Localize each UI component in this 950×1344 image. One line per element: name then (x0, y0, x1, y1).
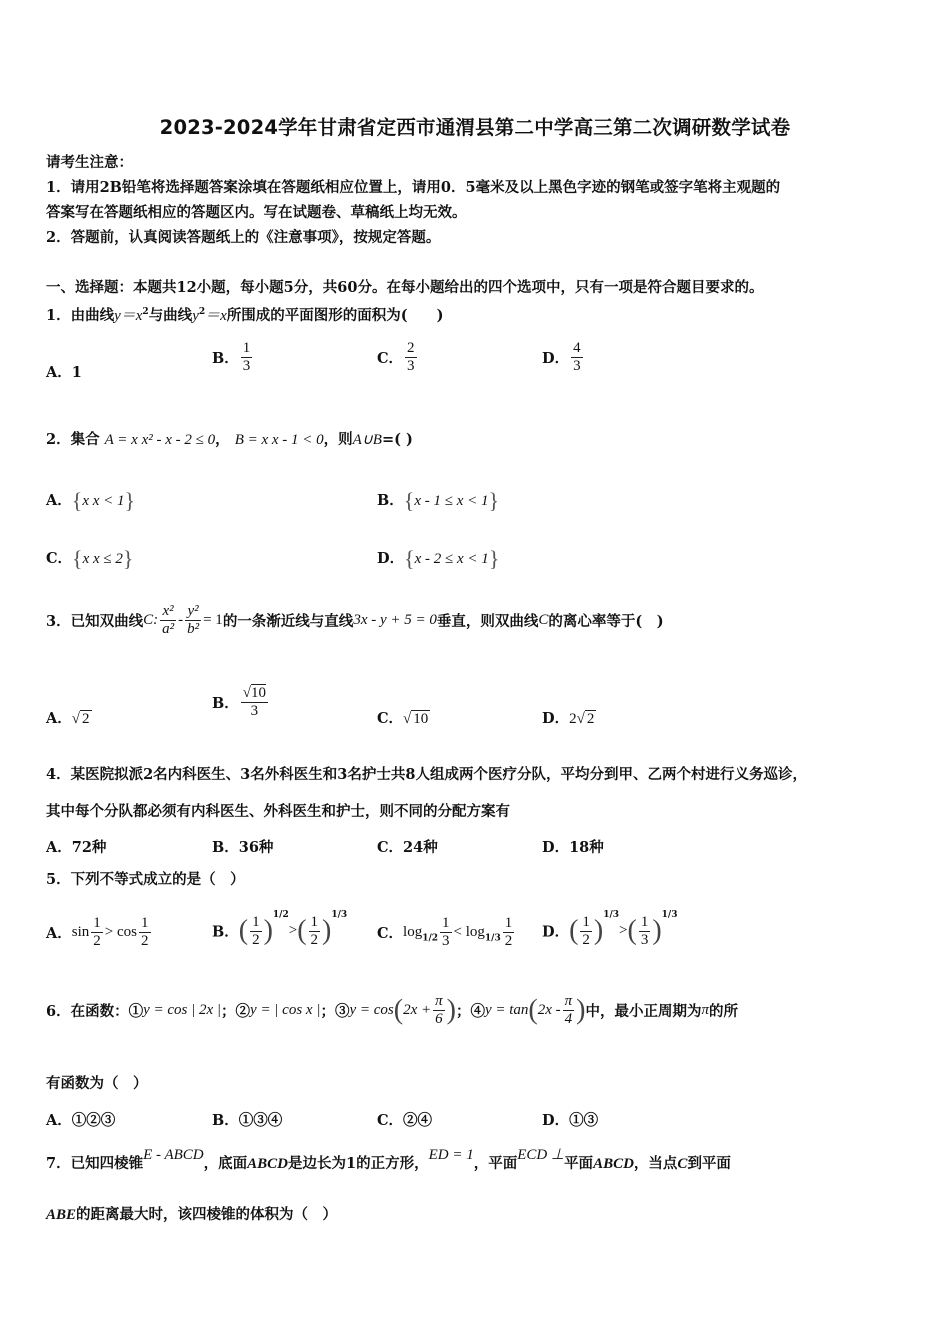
question-4-stem-b: 其中每个分队都必须有内科医生、外科医生和护士，则不同的分配方案有 (46, 803, 510, 820)
q4-option-c[interactable]: C．24种 (377, 839, 438, 856)
question-6-stem-b: 有函数为（ ） (46, 1075, 148, 1092)
q1-option-a[interactable]: A．1 (46, 364, 82, 381)
q3-eq1: = 1 (203, 612, 223, 628)
q2-set-b: B = x x - 1 < 0 (234, 432, 324, 448)
q3-a2: a² (162, 621, 175, 637)
q5-d-label: D． (542, 923, 570, 941)
q2-text-a: 2．集合 (46, 431, 100, 448)
q1-c-den: 3 (407, 358, 415, 374)
q3-option-a[interactable]: A．√ 2 (46, 710, 90, 727)
q1-c-num: 2 (407, 340, 415, 356)
question-1-stem: 1．由曲线$y=x^2$与曲线$y^2=x$所围成的平面图形的面积为( ) (46, 306, 444, 324)
q3-d-val: 2 (586, 711, 595, 727)
q7-text-a: 7．已知四棱锥 (46, 1155, 144, 1172)
q6-text-d: ；④ (455, 1003, 485, 1020)
q5-option-d[interactable]: D．( $\frac{1}{2}$ )$^{1/3}$>( $\frac{1}{3}$ )$^{1/3}$ (542, 910, 678, 948)
q2-d-label: D． (377, 550, 405, 567)
q7-abcd: ABCD (247, 1156, 289, 1172)
q3-text-c: 垂直，则双曲线 (436, 613, 539, 630)
q5-option-c[interactable]: C．$\log_{1/2}$ $\frac{1}{3}$ < $\log_{1/3}$ $\frac{1}{2}$ (377, 915, 513, 949)
q2-text-c: =( ) (381, 431, 413, 448)
q7-c: C (677, 1156, 688, 1172)
q3-text-b: 的一条渐近线与直线 (222, 613, 354, 630)
q3-option-d[interactable]: D．2√ 2 (542, 710, 595, 727)
q1-option-b-label: B． (212, 350, 239, 367)
q3-c: C (538, 612, 549, 628)
q3-a-val: 2 (82, 711, 90, 727)
exam-title: 2023-2024学年甘肃省定西市通渭县第二中学高三第二次调研数学试卷 (159, 116, 791, 139)
section-1-heading: 一、选择题：本题共12小题，每小题5分，共60分。在每小题给出的四个选项中，只有一项是符合题目要求的。 (46, 279, 764, 296)
q1-option-b[interactable] (212, 340, 254, 375)
q3-c-label: C． (377, 710, 404, 727)
q7-abcd-2: ABCD (593, 1156, 634, 1172)
q2-option-d[interactable]: D．{x - 2 ≤ x < 1} (377, 546, 500, 571)
q2-b-val: x - 1 ≤ x < 1 (414, 493, 489, 509)
q1-text-b: 与曲线 (148, 306, 193, 324)
q7-text-f: ，当点 (633, 1155, 678, 1172)
q7-text-c: 是边长为1的正方形， (288, 1155, 429, 1172)
q7-text-e: 平面 (564, 1155, 594, 1172)
q7-f1: E - ABCD (143, 1147, 204, 1163)
q5-c-label: C． (377, 925, 404, 942)
q3-y2: y² (185, 603, 201, 621)
q2-a-label: A． (46, 492, 72, 509)
q1-text-c: 所围成的平面图形的面积为( ) (226, 306, 444, 324)
q2-b-label: B． (377, 492, 404, 509)
q6-f3-den: 6 (435, 1011, 443, 1027)
q4-option-a[interactable]: A．72种 (46, 839, 107, 856)
notice-item-1a: 1．请用2B铅笔将选择题答案涂填在答题纸相应位置上，请用0．5毫米及以上黑色字迹的钢笔或签字笔将主观题的 (46, 179, 781, 196)
q3-text-a: 3．已知双曲线 (46, 613, 144, 630)
q4-option-b[interactable]: B．36种 (212, 839, 274, 856)
q2-c-val: x x ≤ 2 (82, 551, 123, 567)
q6-f1: y = cos | 2x | (143, 1002, 222, 1018)
q3-x2: x² (160, 603, 176, 621)
q6-option-c[interactable]: C．②④ (377, 1112, 433, 1129)
q5-a-expr: sin (71, 924, 90, 940)
q4-option-d[interactable]: D．18种 (542, 839, 604, 856)
q6-f2: y = | cos x | (250, 1002, 321, 1018)
q7-f3: ECD ⊥ (517, 1147, 565, 1163)
q5-option-a[interactable]: A．sin $\frac{1}{2}$ > cos $\frac{1}{2}$ (46, 915, 149, 949)
q6-text-f: 的所 (709, 1003, 738, 1020)
q3-b-label: B． (212, 695, 239, 712)
question-6-stem: 6．在函数：①y = cos | 2x |；②y = | cos x |；③y = cos(2x + $\frac{\pi}{6}$ )；④y = tan(2x - $\frac{\pi}{4}$ )中，最小正周期为π的所 (46, 993, 738, 1027)
q3-b-num: 10 (251, 685, 266, 701)
q3-b-den: 3 (250, 703, 259, 719)
q1-option-d[interactable] (542, 340, 585, 375)
q6-f3-pi: π (435, 993, 443, 1009)
q3-option-b[interactable]: B． $\frac{√10}{3}$ (212, 685, 266, 719)
q3-curve: C: (143, 612, 159, 628)
question-3-stem: 3．已知双曲线C: $\frac{\text{x²}}{\text{a²}}$ - $\frac{\text{y²}}{\text{b²}}$ = 1的一条渐近线与直线3x - y + 5 = 0垂直，则双曲线C的离心率等于( ) (46, 603, 664, 637)
q6-f4b: 2x - (537, 1002, 561, 1018)
q1-d-den: 3 (573, 358, 581, 374)
q1-formula-1: y＝x (114, 307, 143, 324)
q6-text-b: ；② (221, 1003, 251, 1020)
q7-text-g: 到平面 (687, 1155, 731, 1172)
q3-text-d: 的离心率等于( ) (548, 613, 664, 630)
q7-text-b: ，底面 (203, 1155, 248, 1172)
q6-text-a: 6．在函数：① (46, 1003, 144, 1020)
q1-option-c-label: C． (377, 350, 404, 367)
q1-d-num: 4 (573, 340, 581, 356)
q7-text-d: ，平面 (473, 1155, 518, 1172)
q7-abe: ABE (46, 1207, 77, 1223)
q6-option-a[interactable]: A．①②③ (46, 1112, 116, 1129)
q2-text-b: ，则 (323, 431, 353, 448)
q1-option-c[interactable] (377, 340, 419, 375)
notice-item-2: 2．答题前，认真阅读答题纸上的《注意事项》，按规定答题。 (46, 229, 441, 246)
q3-line: 3x - y + 5 = 0 (353, 612, 437, 628)
question-7-stem-a (46, 1147, 731, 1174)
q1-b-num: 1 (242, 340, 251, 356)
q6-pi: π (701, 1002, 709, 1018)
q2-union: A∪B (352, 432, 382, 448)
notice-item-1b: 答案写在答题纸相应的答题区内。写在试题卷、草稿纸上均无效。 (46, 204, 467, 221)
q6-f4-pi: π (564, 993, 573, 1009)
q6-text-c: ；③ (320, 1003, 350, 1020)
notice-heading: 请考生注意： (46, 154, 133, 171)
q3-d-pre: 2 (569, 711, 577, 727)
q3-a-label: A． (46, 710, 72, 727)
q7-f2: ED = 1 (428, 1147, 474, 1163)
q5-option-b[interactable]: B．( $\frac{1}{2}$ )$^{1/2}$>( $\frac{1}{2}$ )$^{1/3}$ (212, 910, 348, 948)
q2-a-val: x x < 1 (82, 493, 125, 509)
q3-d-label: D． (542, 710, 570, 727)
q3-c-val: 10 (413, 711, 429, 727)
q1-formula-2: y (192, 307, 199, 324)
q1-b-den: 3 (242, 358, 251, 374)
q2-comma: ， (215, 431, 230, 448)
q2-option-a[interactable]: A．{x x < 1} (46, 488, 136, 513)
q3-option-c[interactable]: C．√ 10 (377, 710, 429, 727)
q7-text-h: 的距离最大时，该四棱锥的体积为（ ） (76, 1206, 338, 1223)
q1-option-d-label: D． (542, 350, 570, 367)
q6-option-b[interactable]: B．①③④ (212, 1112, 283, 1129)
q6-text-e: 中，最小正周期为 (585, 1003, 702, 1020)
q6-option-d[interactable]: D．①③ (542, 1112, 599, 1129)
question-2-stem (46, 430, 413, 450)
question-7-stem-b (46, 1205, 337, 1225)
q6-f4-den: 4 (564, 1011, 573, 1027)
question-4-stem-a: 4．某医院拟派2名内科医生、3名外科医生和3名护士共8人组成两个医疗分队，平均分到甲、乙两个村进行义务巡诊， (46, 766, 807, 783)
q6-f3a: y = cos (349, 1002, 394, 1018)
question-5-stem: 5．下列不等式成立的是（ ） (46, 871, 245, 888)
q6-f4a: y = tan (484, 1002, 529, 1018)
q2-option-b[interactable]: B．{x - 1 ≤ x < 1} (377, 488, 500, 513)
q2-option-c[interactable]: C．{x x ≤ 2} (46, 546, 134, 571)
q1-text-a: 1．由曲线 (46, 306, 115, 324)
q1-formula-2b: ＝x (205, 307, 227, 324)
q2-c-label: C． (46, 550, 73, 567)
q5-b-label: B． (212, 923, 239, 941)
q2-set-a: A = x x² - x - 2 ≤ 0 (104, 432, 216, 448)
q3-b2: b² (187, 621, 200, 637)
q5-a-label: A． (46, 925, 72, 942)
q2-d-val: x - 2 ≤ x < 1 (414, 551, 489, 567)
q6-f3b: 2x + (403, 1002, 432, 1018)
